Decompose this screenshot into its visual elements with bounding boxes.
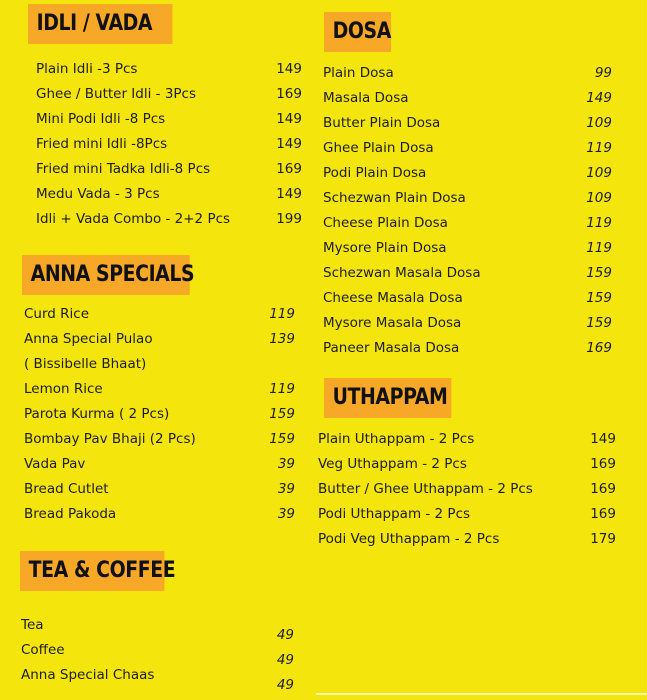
dosa-item-name: Paneer Masala Dosa bbox=[323, 340, 460, 356]
tea-item-price: 49 bbox=[276, 677, 294, 693]
dosa-item-price: 99 bbox=[594, 65, 612, 81]
dosa-item-name: Cheese Plain Dosa bbox=[323, 215, 448, 231]
anna-item-price: 39 bbox=[277, 506, 295, 522]
dosa-item-name: Cheese Masala Dosa bbox=[323, 290, 463, 306]
dosa-item-name: Butter Plain Dosa bbox=[323, 115, 441, 131]
uthappam-item-name: Podi Veg Uthappam - 2 Pcs bbox=[318, 531, 500, 547]
anna-item-name: Bombay Pav Bhaji (2 Pcs) bbox=[24, 431, 196, 447]
idli-item-name: Idli + Vada Combo - 2+2 Pcs bbox=[36, 211, 231, 227]
idli-item-price: 149 bbox=[276, 111, 302, 127]
tea-item-price: 49 bbox=[276, 627, 294, 643]
idli-item-name: Medu Vada - 3 Pcs bbox=[36, 186, 160, 202]
anna-item-name: Lemon Rice bbox=[24, 381, 103, 397]
dosa-item-name: Schezwan Plain Dosa bbox=[323, 190, 466, 206]
anna-item-name: Bread Pakoda bbox=[24, 506, 117, 522]
dosa-item-name: Schezwan Masala Dosa bbox=[323, 265, 481, 281]
anna-item-price: 159 bbox=[269, 406, 295, 422]
dosa-item-price: 149 bbox=[586, 90, 612, 106]
dosa-item-price: 159 bbox=[586, 315, 612, 331]
tea-coffee-header: TEA & COFFEE bbox=[20, 551, 164, 591]
dosa-header: DOSA bbox=[324, 12, 391, 52]
tea-item-name: Coffee bbox=[21, 642, 65, 658]
dosa-item-price: 159 bbox=[586, 290, 612, 306]
anna-item-price: 139 bbox=[269, 331, 295, 347]
dosa-item-name: Mysore Plain Dosa bbox=[323, 240, 447, 256]
tea-item-name: Anna Special Chaas bbox=[21, 667, 155, 683]
idli-vada-header: IDLI / VADA bbox=[28, 4, 172, 44]
dosa-item-name: Ghee Plain Dosa bbox=[323, 140, 434, 156]
anna-item-name: ( Bissibelle Bhaat) bbox=[24, 356, 147, 372]
uthappam-item-price: 179 bbox=[590, 531, 616, 547]
anna-item-price: 39 bbox=[277, 456, 295, 472]
uthappam-item-price: 169 bbox=[590, 456, 616, 472]
uthappam-item-name: Butter / Ghee Uthappam - 2 Pcs bbox=[318, 481, 533, 497]
uthappam-item-name: Veg Uthappam - 2 Pcs bbox=[318, 456, 467, 472]
dosa-item-name: Podi Plain Dosa bbox=[323, 165, 427, 181]
uthappam-item-name: Plain Uthappam - 2 Pcs bbox=[318, 431, 475, 447]
anna-item-name: Parota Kurma ( 2 Pcs) bbox=[24, 406, 170, 422]
anna-item-name: Curd Rice bbox=[24, 306, 90, 322]
anna-item-name: Anna Special Pulao bbox=[24, 331, 153, 347]
tea-item-name: Tea bbox=[21, 617, 44, 633]
dosa-item-price: 119 bbox=[586, 140, 612, 156]
idli-item-price: 199 bbox=[276, 211, 302, 227]
uthappam-item-price: 169 bbox=[590, 506, 616, 522]
uthappam-item-price: 149 bbox=[590, 431, 616, 447]
idli-item-price: 149 bbox=[276, 186, 302, 202]
anna-item-name: Bread Cutlet bbox=[24, 481, 109, 497]
dosa-item-price: 109 bbox=[586, 115, 612, 131]
tea-item-price: 49 bbox=[276, 652, 294, 668]
dosa-item-name: Mysore Masala Dosa bbox=[323, 315, 462, 331]
divider bbox=[316, 693, 647, 695]
dosa-item-price: 169 bbox=[586, 340, 612, 356]
idli-item-name: Fried mini Tadka Idli-8 Pcs bbox=[36, 161, 211, 177]
dosa-item-name: Plain Dosa bbox=[323, 65, 394, 81]
idli-item-name: Plain Idli -3 Pcs bbox=[36, 61, 138, 77]
anna-item-price: 119 bbox=[269, 306, 295, 322]
anna-specials-header: ANNA SPECIALS bbox=[22, 255, 190, 295]
anna-item-price: 119 bbox=[269, 381, 295, 397]
dosa-item-price: 119 bbox=[586, 215, 612, 231]
uthappam-header: UTHAPPAM bbox=[324, 378, 451, 418]
idli-item-name: Ghee / Butter Idli - 3Pcs bbox=[36, 86, 197, 102]
dosa-item-price: 119 bbox=[586, 240, 612, 256]
dosa-item-price: 159 bbox=[586, 265, 612, 281]
anna-item-price: 159 bbox=[269, 431, 295, 447]
anna-item-name: Vada Pav bbox=[24, 456, 86, 472]
anna-item-price: 39 bbox=[277, 481, 295, 497]
uthappam-item-price: 169 bbox=[590, 481, 616, 497]
idli-item-price: 169 bbox=[276, 161, 302, 177]
dosa-item-name: Masala Dosa bbox=[323, 90, 409, 106]
uthappam-item-name: Podi Uthappam - 2 Pcs bbox=[318, 506, 471, 522]
dosa-item-price: 109 bbox=[586, 190, 612, 206]
idli-item-name: Mini Podi Idli -8 Pcs bbox=[36, 111, 166, 127]
idli-item-name: Fried mini Idli -8Pcs bbox=[36, 136, 168, 152]
dosa-item-price: 109 bbox=[586, 165, 612, 181]
idli-item-price: 149 bbox=[276, 61, 302, 77]
idli-item-price: 169 bbox=[276, 86, 302, 102]
idli-item-price: 149 bbox=[276, 136, 302, 152]
